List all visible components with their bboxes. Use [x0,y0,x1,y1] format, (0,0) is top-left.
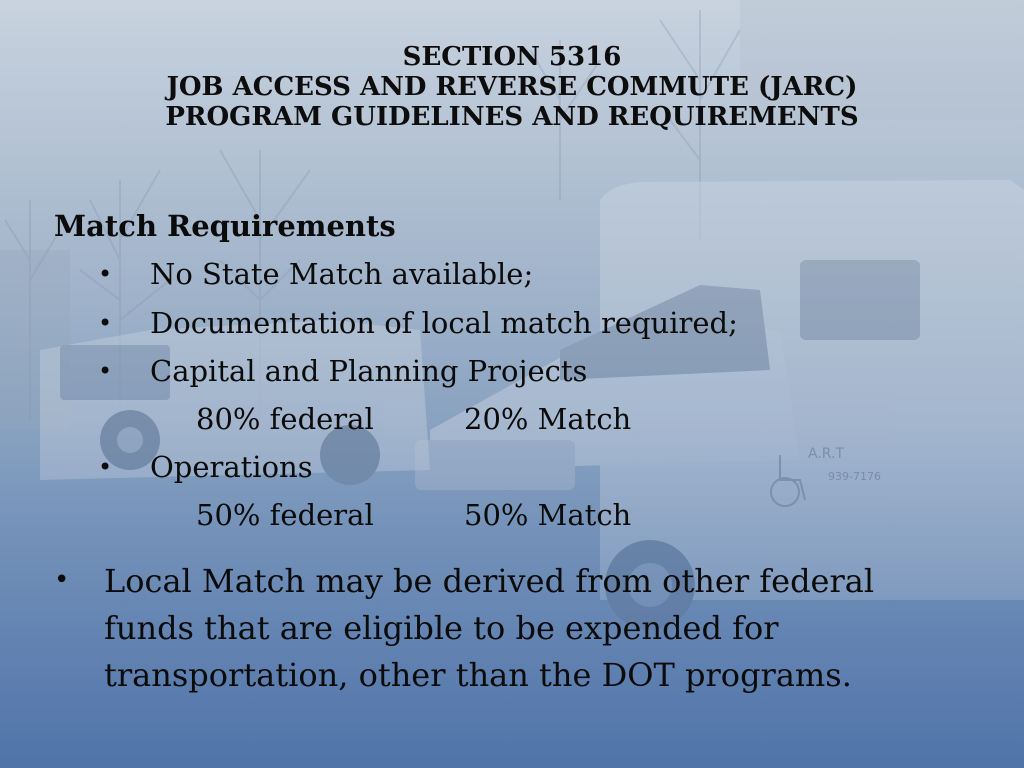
operations-match-share: 50% Match [464,498,632,532]
local-match-paragraph [104,558,984,699]
bullet-marker: • [98,260,113,288]
bullet-no-state-match: No State Match available; [150,257,534,291]
slide-title [0,42,1024,132]
local-match-line-2: funds that are eligible to be expended for [104,609,779,647]
bullet-marker: • [54,565,70,595]
bullet-capital-planning: Capital and Planning Projects [150,354,588,388]
bullet-marker: • [98,453,113,481]
local-match-line-3: transportation, other than the DOT programs. [104,656,852,694]
capital-federal-share: 80% federal [196,402,374,436]
bullet-operations: Operations [150,450,313,484]
match-requirements-heading: Match Requirements [54,209,396,243]
bullet-documentation: Documentation of local match required; [150,306,738,340]
bullet-marker: • [98,309,113,337]
title-line-1: SECTION 5316 [402,42,622,72]
title-line-2: JOB ACCESS AND REVERSE COMMUTE (JARC) [166,72,858,102]
capital-match-share: 20% Match [464,402,632,436]
bullet-marker: • [98,357,113,385]
operations-federal-share: 50% federal [196,498,374,532]
title-line-3: PROGRAM GUIDELINES AND REQUIREMENTS [165,102,859,132]
local-match-line-1: Local Match may be derived from other federal [104,562,875,600]
